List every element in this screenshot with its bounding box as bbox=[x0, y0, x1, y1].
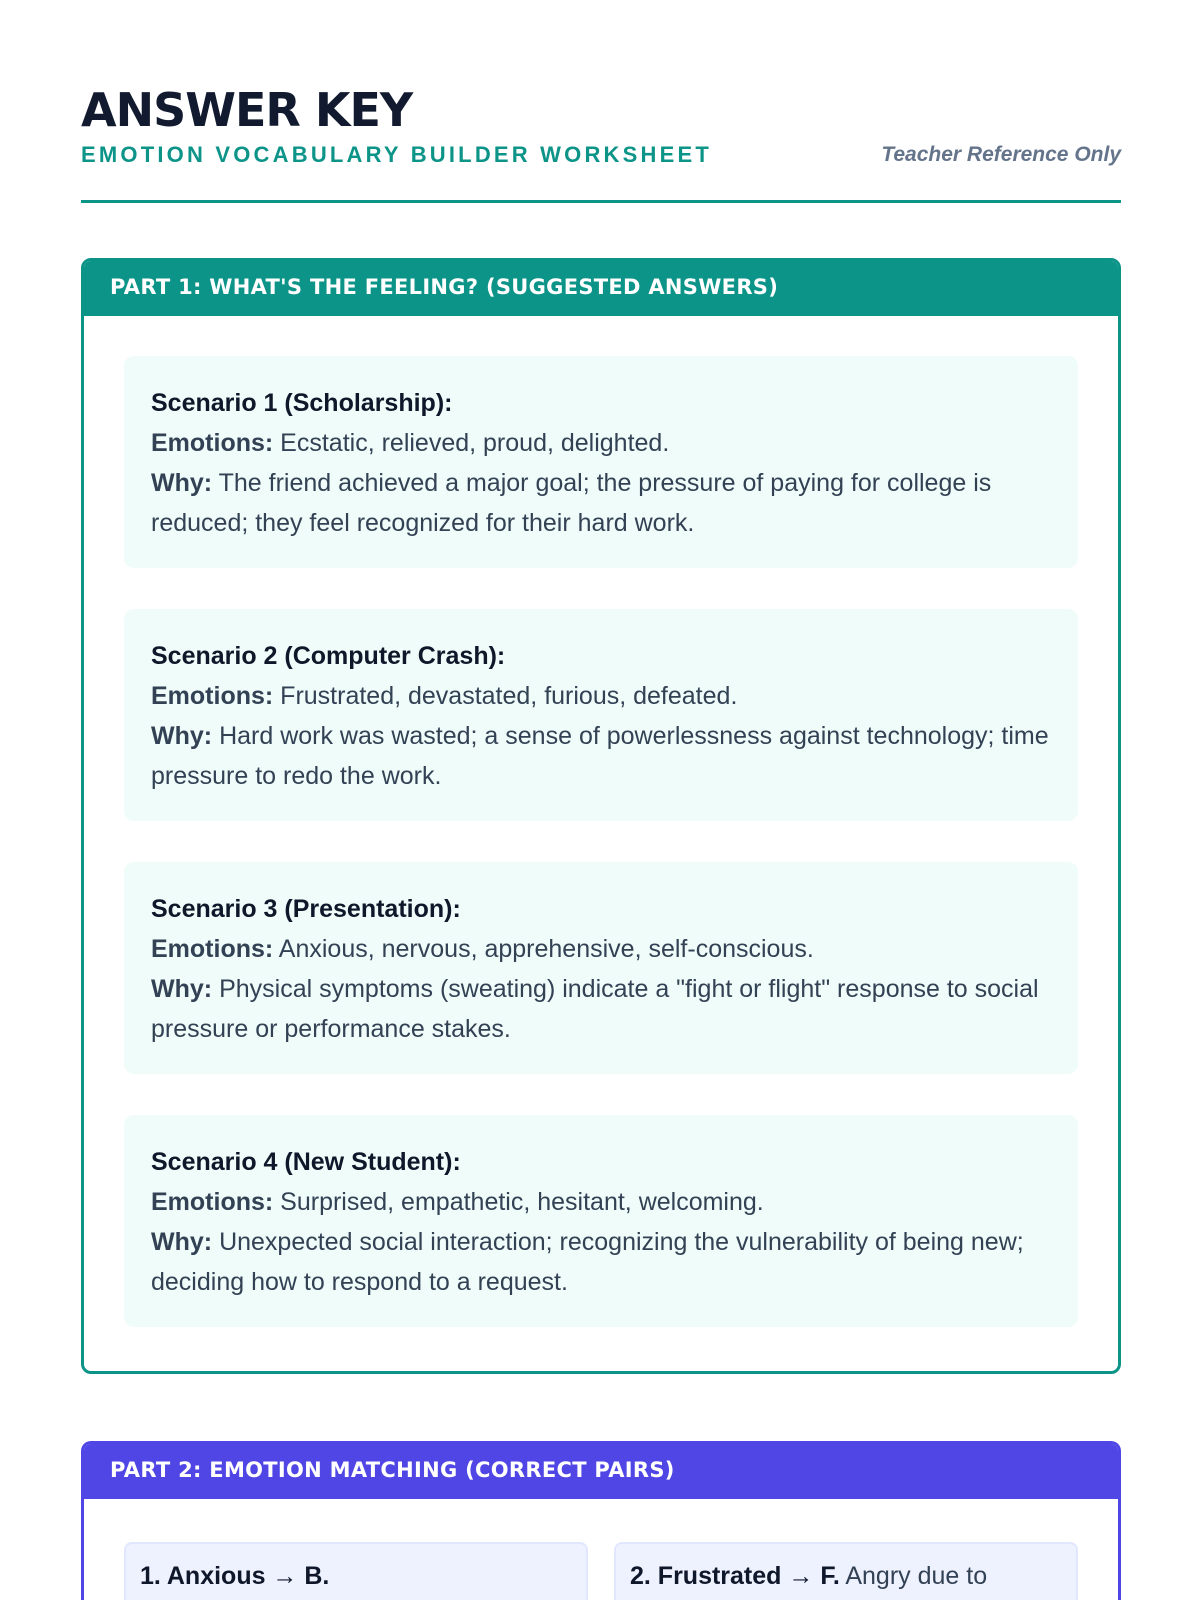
why-text: Unexpected social interaction; recognizing the vulnerability of being new; deciding how to respond to a request. bbox=[151, 1228, 1024, 1296]
scenario-emotions bbox=[151, 929, 1052, 969]
scenario-why bbox=[151, 1222, 1052, 1302]
page-title: ANSWER KEY bbox=[81, 83, 413, 137]
emotions-text: Ecstatic, relieved, proud, delighted. bbox=[280, 429, 670, 457]
pair-term: 1. Anxious → B. bbox=[140, 1562, 330, 1590]
scenario-why bbox=[151, 716, 1052, 796]
scenario-title: Scenario 2 (Computer Crash): bbox=[151, 642, 506, 670]
part2-heading: PART 2: EMOTION MATCHING (CORRECT PAIRS) bbox=[81, 1441, 1121, 1499]
scenario-title: Scenario 4 (New Student): bbox=[151, 1148, 461, 1176]
why-label: Why: bbox=[151, 722, 213, 750]
worksheet-subtitle: EMOTION VOCABULARY BUILDER WORKSHEET bbox=[81, 142, 712, 167]
why-label: Why: bbox=[151, 975, 213, 1003]
scenario-emotions bbox=[151, 1182, 1052, 1222]
pair-definition: Angry due to bbox=[845, 1562, 988, 1590]
scenario-card bbox=[124, 1115, 1078, 1327]
part1-heading: PART 1: WHAT'S THE FEELING? (SUGGESTED ANSWERS) bbox=[81, 258, 1121, 316]
scenario-why bbox=[151, 969, 1052, 1049]
scenario-title: Scenario 1 (Scholarship): bbox=[151, 389, 453, 417]
scenario-emotions bbox=[151, 423, 1052, 463]
emotions-label: Emotions: bbox=[151, 1188, 274, 1216]
scenario-card bbox=[124, 862, 1078, 1074]
header-divider bbox=[81, 200, 1121, 203]
scenario-card bbox=[124, 609, 1078, 821]
emotions-text: Anxious, nervous, apprehensive, self-conscious. bbox=[278, 935, 814, 963]
emotions-text: Surprised, empathetic, hesitant, welcoming. bbox=[280, 1188, 764, 1216]
emotions-label: Emotions: bbox=[151, 429, 274, 457]
why-text: The friend achieved a major goal; the pressure of paying for college is reduced; they feel recognized for their hard work. bbox=[151, 469, 992, 537]
pair-term: 2. Frustrated → F. bbox=[630, 1562, 840, 1590]
page-header bbox=[81, 80, 1121, 170]
matching-pair bbox=[614, 1542, 1078, 1600]
teacher-reference-note: Teacher Reference Only bbox=[881, 143, 1121, 166]
why-label: Why: bbox=[151, 469, 213, 497]
emotions-text: Frustrated, devastated, furious, defeated. bbox=[280, 682, 738, 710]
why-text: Physical symptoms (sweating) indicate a "fight or flight" response to social pressure or performance stakes. bbox=[151, 975, 1039, 1043]
matching-pair bbox=[124, 1542, 588, 1600]
part2-section bbox=[81, 1441, 1121, 1600]
emotions-label: Emotions: bbox=[151, 682, 274, 710]
scenario-card bbox=[124, 356, 1078, 568]
why-text: Hard work was wasted; a sense of powerlessness against technology; time pressure to redo the work. bbox=[151, 722, 1049, 790]
scenario-emotions bbox=[151, 676, 1052, 716]
subtitle-row bbox=[81, 140, 1121, 170]
why-label: Why: bbox=[151, 1228, 213, 1256]
part1-section bbox=[81, 258, 1121, 1374]
emotions-label: Emotions: bbox=[151, 935, 274, 963]
scenario-title: Scenario 3 (Presentation): bbox=[151, 895, 461, 923]
scenario-why bbox=[151, 463, 1052, 543]
